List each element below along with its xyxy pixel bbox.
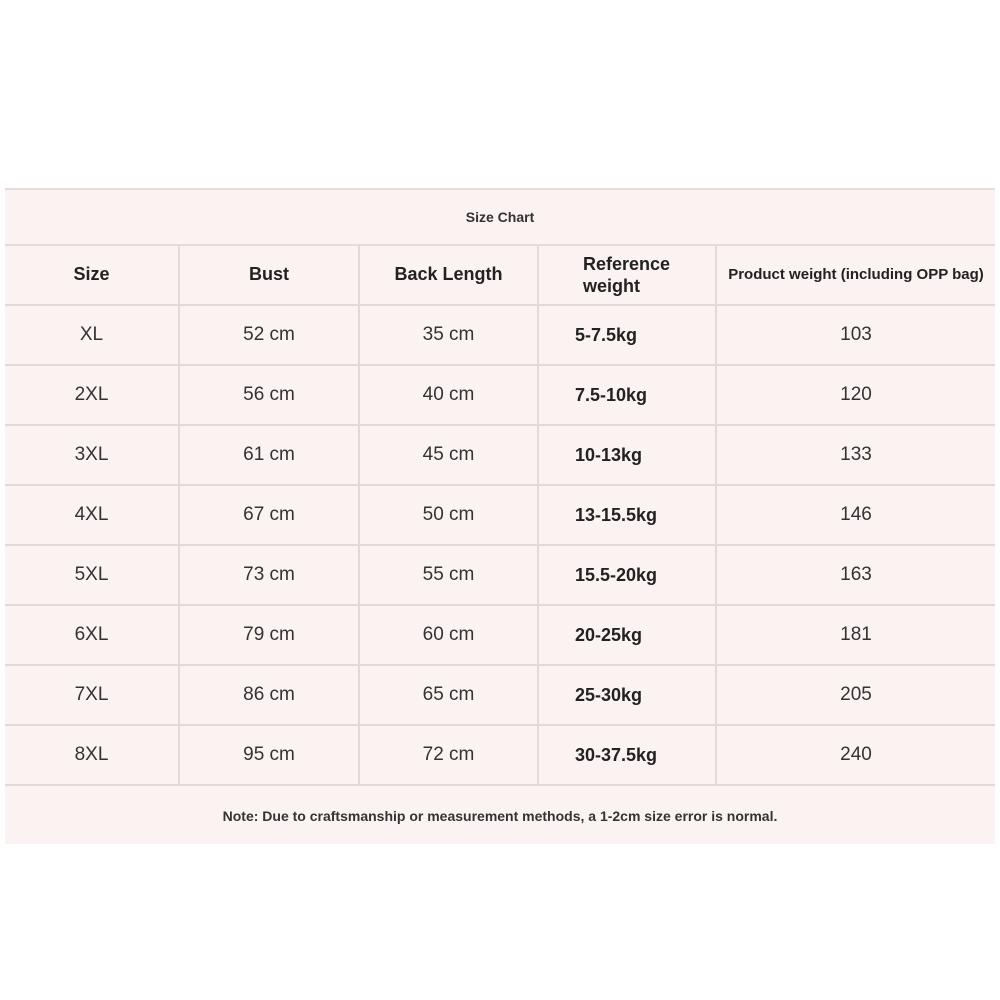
cell-product-weight: 163 — [716, 545, 995, 605]
cell-product-weight: 205 — [716, 665, 995, 725]
cell-back-length: 35 cm — [359, 305, 538, 365]
cell-product-weight: 133 — [716, 425, 995, 485]
cell-bust: 67 cm — [179, 485, 359, 545]
cell-product-weight: 240 — [716, 725, 995, 785]
cell-product-weight: 146 — [716, 485, 995, 545]
table-row — [5, 365, 995, 425]
cell-bust: 95 cm — [179, 725, 359, 785]
cell-size: 7XL — [5, 665, 179, 725]
cell-reference-weight: 30-37.5kg — [538, 725, 716, 785]
cell-bust: 61 cm — [179, 425, 359, 485]
cell-reference-weight: 13-15.5kg — [538, 485, 716, 545]
table-row — [5, 305, 995, 365]
cell-size: 4XL — [5, 485, 179, 545]
cell-reference-weight: 25-30kg — [538, 665, 716, 725]
size-table — [5, 245, 995, 786]
cell-product-weight: 103 — [716, 305, 995, 365]
cell-back-length: 65 cm — [359, 665, 538, 725]
size-error-note: Note: Due to craftsmanship or measurement methods, a 1-2cm size error is normal. — [222, 807, 778, 824]
cell-reference-weight: 10-13kg — [538, 425, 716, 485]
cell-bust: 73 cm — [179, 545, 359, 605]
cell-size: 6XL — [5, 605, 179, 665]
cell-product-weight: 181 — [716, 605, 995, 665]
header-reference-weight — [538, 245, 716, 305]
header-reference-weight-line2: weight — [583, 275, 640, 296]
cell-back-length: 50 cm — [359, 485, 538, 545]
header-bust: Bust — [179, 245, 359, 305]
header-product-weight: Product weight (including OPP bag) — [716, 245, 995, 305]
cell-bust: 86 cm — [179, 665, 359, 725]
table-row — [5, 545, 995, 605]
cell-size: 2XL — [5, 365, 179, 425]
cell-back-length: 45 cm — [359, 425, 538, 485]
cell-reference-weight: 5-7.5kg — [538, 305, 716, 365]
cell-back-length: 40 cm — [359, 365, 538, 425]
cell-bust: 79 cm — [179, 605, 359, 665]
cell-size: 3XL — [5, 425, 179, 485]
header-reference-weight-line1: Reference — [583, 253, 671, 274]
size-chart — [5, 188, 995, 844]
table-row — [5, 725, 995, 785]
cell-reference-weight: 15.5-20kg — [538, 545, 716, 605]
chart-title: Size Chart — [5, 190, 995, 246]
cell-bust: 56 cm — [179, 365, 359, 425]
cell-reference-weight: 7.5-10kg — [538, 365, 716, 425]
table-row — [5, 605, 995, 665]
cell-size: 8XL — [5, 725, 179, 785]
cell-size: XL — [5, 305, 179, 365]
table-row — [5, 485, 995, 545]
cell-back-length: 60 cm — [359, 605, 538, 665]
table-row — [5, 665, 995, 725]
cell-bust: 52 cm — [179, 305, 359, 365]
cell-back-length: 72 cm — [359, 725, 538, 785]
cell-product-weight: 120 — [716, 365, 995, 425]
table-row — [5, 425, 995, 485]
cell-back-length: 55 cm — [359, 545, 538, 605]
cell-reference-weight: 20-25kg — [538, 605, 716, 665]
header-back-length: Back Length — [359, 245, 538, 305]
cell-size: 5XL — [5, 545, 179, 605]
header-size: Size — [5, 245, 179, 305]
header-row — [5, 245, 995, 305]
